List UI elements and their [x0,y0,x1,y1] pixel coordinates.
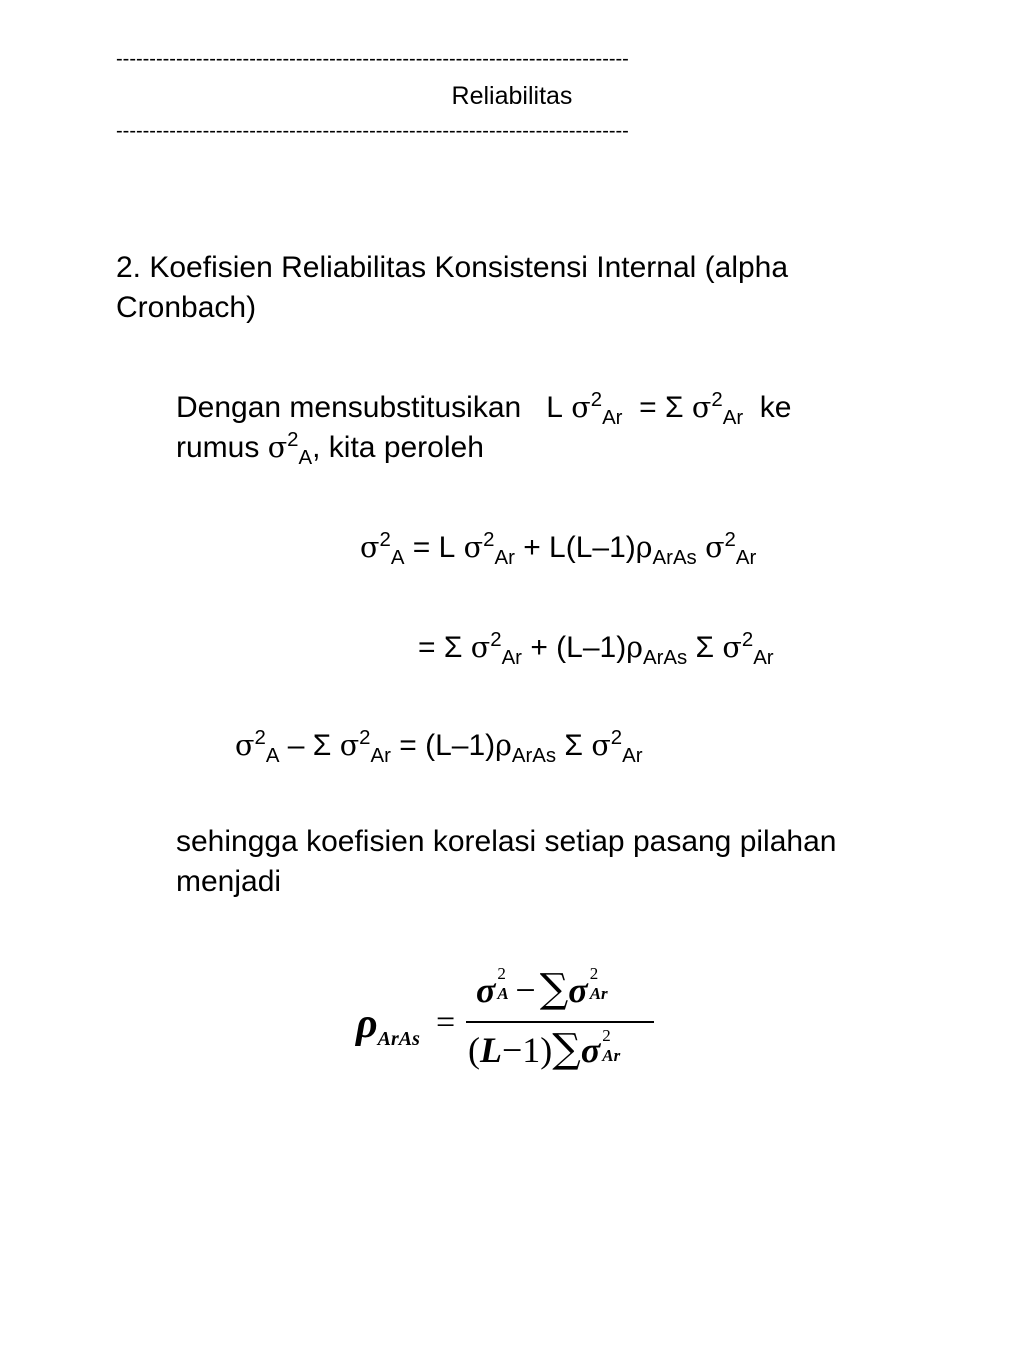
text-L: L [546,391,563,424]
subscript-ar: Ar [735,547,757,570]
denominator-superscript: 2 [602,1026,611,1045]
rho-symbol: ρ [626,631,643,664]
equation-1 [360,528,756,568]
eq2-equals: = [418,631,436,664]
header-rule-bottom: ----------------------------------------------------------------------------- [116,120,629,142]
numerator-subscript-ar: Ar [589,984,608,1003]
subscript-ar: Ar [602,407,623,430]
subscript-ar: Ar [753,647,774,670]
text-rumus: rumus [176,431,260,464]
sigma-symbol: σ [463,531,484,564]
sigma-symbol: σ [267,431,288,464]
superscript-2: 2 [379,528,391,551]
subscript-a: A [390,547,405,570]
formula-lhs-subscript: ArAs [377,1028,420,1050]
text-kita-peroleh: , kita peroleh [312,431,484,464]
superscript-2: 2 [610,726,623,749]
numerator-sum-icon: ∑ [539,966,569,1012]
denominator-L: L [480,1030,502,1070]
subscript-ar: Ar [622,745,643,768]
sigma-symbol: σ [571,391,591,424]
sigma-symbol: σ [235,729,255,762]
sum-symbol: Σ [312,729,332,762]
formula-numerator [476,966,612,1012]
eq1-equals-L: = L [412,531,456,564]
equation-2 [418,628,774,668]
eq3-equals-term: = (L–1) [399,729,496,762]
section-heading [116,248,788,328]
sigma-symbol: σ [705,531,725,564]
subscript-ar: Ar [494,547,515,570]
numerator-superscript2: 2 [589,964,599,983]
formula-rho: ρ [356,1001,378,1047]
sum-symbol: Σ [443,631,463,664]
numerator-sigma-scripts [495,966,511,1002]
numerator-minus: − [515,970,536,1010]
subscript-ar: Ar [722,407,744,430]
sigma-symbol: σ [591,729,611,762]
denominator-open-paren: ( [468,1030,480,1070]
sigma-symbol: σ [722,631,742,664]
numerator-sigma2-scripts [588,966,612,1002]
superscript-2: 2 [254,726,266,749]
superscript-2: 2 [483,528,495,551]
numerator-sigma: σ [476,970,496,1010]
denominator-sum-icon: ∑ [552,1026,581,1072]
equation-3 [235,726,643,766]
text-ke: ke [759,391,792,424]
sigma-symbol: σ [691,391,712,424]
superscript-2: 2 [359,726,371,749]
eq2-plus-term: + (L–1) [530,631,627,664]
subscript-aras: ArAs [652,547,697,570]
sigma-symbol: σ [339,729,360,762]
sum-symbol: Σ [695,631,715,664]
sum-symbol: Σ [564,729,583,762]
denominator-sigma-scripts [600,1026,624,1065]
paragraph-conclusion-line1: sehingga koefisien korelasi setiap pasang pilahan [176,825,837,858]
denominator-subscript-ar: Ar [602,1046,621,1065]
formula-denominator [468,1026,624,1072]
paragraph-substitution-line1 [176,388,791,428]
header-rule-top: ----------------------------------------------------------------------------- [116,48,629,70]
superscript-2: 2 [590,388,603,411]
superscript-2: 2 [741,628,754,651]
section-heading-line1: 2. Koefisien Reliabilitas Konsistensi Internal (alpha [116,251,789,284]
formula-equals: = [436,1004,456,1041]
rho-symbol: ρ [495,729,512,762]
sum-symbol: Σ [665,391,684,424]
subscript-aras: ArAs [642,647,688,670]
subscript-a: A [298,447,313,470]
subscript-a: A [265,745,280,768]
fraction-bar [466,1021,654,1023]
equals-sign: = [639,391,657,424]
numerator-superscript: 2 [497,964,506,983]
text-dengan: Dengan mensubstitusikan [176,391,522,424]
subscript-aras: ArAs [511,745,557,768]
rho-symbol: ρ [635,531,653,564]
denominator-sigma: σ [580,1030,601,1070]
sigma-symbol: σ [470,631,491,664]
paragraph-substitution-line2 [176,428,484,468]
paragraph-conclusion [176,822,836,902]
paragraph-conclusion-line2: menjadi [176,865,282,898]
formula-lhs [356,1000,420,1048]
eq1-plus-term: + L(L–1) [523,531,636,564]
numerator-subscript-a: A [497,984,509,1003]
denominator-minus-one: −1) [502,1030,553,1070]
sigma-symbol: σ [360,531,380,564]
subscript-ar: Ar [501,647,522,670]
subscript-ar: Ar [370,745,391,768]
superscript-2: 2 [724,528,736,551]
superscript-2: 2 [287,428,299,451]
eq3-minus: – [287,729,305,762]
page-title: Reliabilitas [451,82,573,110]
section-heading-line2: Cronbach) [116,291,257,324]
superscript-2: 2 [711,388,723,411]
superscript-2: 2 [490,628,502,651]
numerator-sigma2: σ [568,970,588,1010]
